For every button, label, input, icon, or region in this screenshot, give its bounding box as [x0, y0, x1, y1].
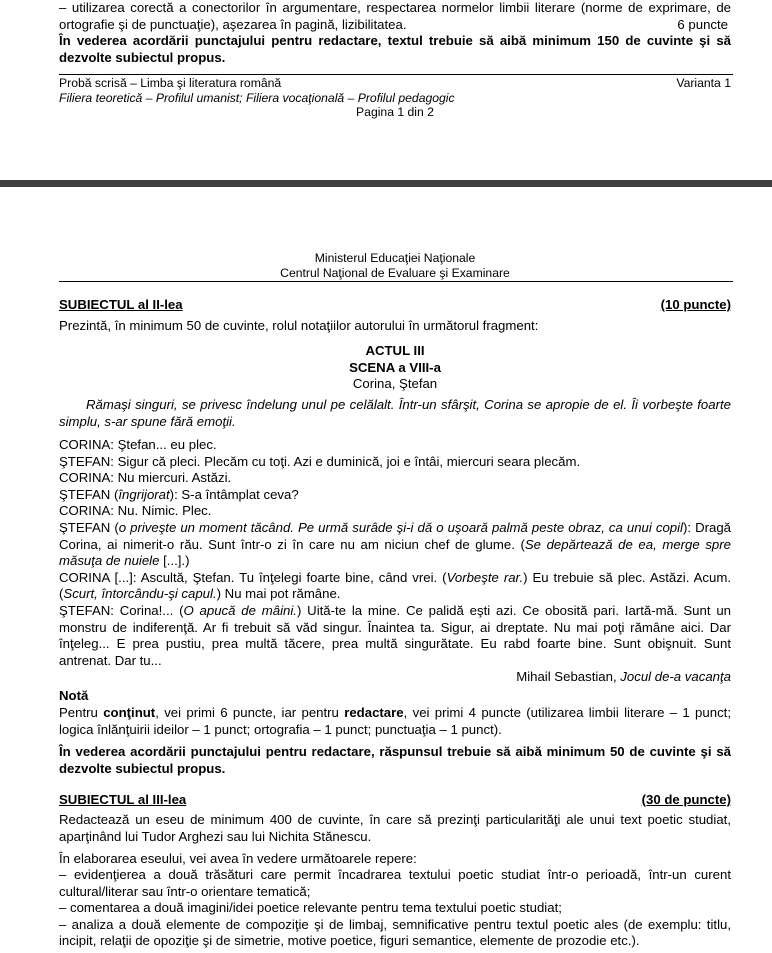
scene-header [59, 343, 731, 393]
footer-exam: Probă scrisă – Limba şi literatura română [59, 76, 282, 90]
list-item: – evidenţierea a două trăsături care permit încadrarea textului poetic studiat într-o perioadă, într-un curent cultural/literar sau într-o orientare tematică; [59, 867, 731, 899]
footer-divider [59, 74, 733, 75]
subject-3-intro: În elaborarea eseului, vei avea în vedere următoarele repere: [59, 851, 417, 866]
subject-2-heading [59, 297, 731, 314]
criteria-text: – utilizarea corectă a conectorilor în argumentare, respectarea normelor limbii literare (norme de exprimare, de ortografie şi de punctuaţie), aşezarea în pagină, lizibilitatea. 6 puncte [59, 0, 731, 32]
subject-3-points: (30 de puncte) [641, 792, 731, 807]
subject-2-task: Prezintă, în minimum 50 de cuvinte, rolul notaţiilor autorului în următorul fragment: [59, 318, 539, 333]
page-separator [0, 180, 772, 187]
subject-2-points: (10 puncte) [660, 297, 731, 312]
subject-3-heading [59, 792, 731, 809]
dialogue-line: ŞTEFAN (îngrijorat): S-a întâmplat ceva? [59, 486, 299, 502]
subject-3-task: Redactează un eseu de minimum 400 de cuvinte, în care să prezinţi particularităţi ale unui text poetic studiat, aparţinând lui Tudor Arghezi sau lui Nichita Stănescu. [59, 812, 731, 844]
length-requirement: În vederea acordării punctajului pentru redactare, textul trebuie să aibă minimum 150 de cuvinte şi să dezvolte subiectul propus. [59, 33, 731, 65]
dialogue-line: CORINA: Nu. Nimic. Plec. [59, 503, 212, 519]
subject-3-bullets [59, 867, 731, 950]
dialogue [59, 437, 731, 686]
list-item: – comentarea a două imagini/idei poetice relevante pentru tema textului poetic studiat; [59, 900, 562, 916]
list-item: – analiza a două elemente de compoziţie şi de limbaj, semnificative pentru textul poetic ales (de exemplu: titlu, incipit, relaţii de opoziţie şi de simetrie, motive poetice, figuri semantice, elemente de prozodie etc.). [59, 916, 731, 949]
page-footer [59, 76, 731, 120]
note-text: Pentru conţinut, vei primi 6 puncte, iar pentru redactare, vei primi 4 puncte (utilizarea limbii literare – 1 punct; logica înlănţuirii ideilor – 1 punct; ortografia – 1 punct; punctuaţia – 1 punct). [59, 705, 731, 737]
dialogue-line: CORINA [...]: Ascultă, Ştefan. Tu înţelegi foarte bine, când vrei. (Vorbeşte rar.) Eu trebuie să plec. Astăzi. Acum. (Scurt, întorcându-şi capul.) Nu mai pot rămâne. [59, 569, 732, 602]
criteria-block [59, 0, 731, 33]
ministry-name: Ministerul Educaţiei Naţionale [314, 251, 476, 265]
subject-2-requirement: În vederea acordării punctajului pentru redactare, răspunsul trebuie să aibă minimum 50 de cuvinte şi să dezvolte subiectul propus. [59, 744, 731, 776]
scene-title: SCENA a VIII-a [349, 359, 441, 375]
footer-page-number: Pagina 1 din 2 [356, 105, 434, 120]
source-citation: Mihail Sebastian, Jocul de-a vacanţa [516, 669, 731, 685]
subject-2-title: SUBIECTUL al II-lea [59, 297, 183, 312]
act-title: ACTUL III [365, 343, 425, 358]
subject-3-title: SUBIECTUL al III-lea [59, 792, 187, 807]
characters: Corina, Ştefan [352, 376, 438, 392]
dialogue-line: ŞTEFAN (o priveşte un moment tăcând. Pe urmă surâde şi-i dă o uşoară palmă peste obraz, ca unui copil): Dragă Corina, ai nimerit-o rău. Sunt într-o zi în care nu am niciun chef de glume. (Se depărtează de ea, merge spre măsuţa de nuiele [...].) [59, 519, 731, 569]
dialogue-line: ŞTEFAN: Sigur că pleci. Plecăm cu toţi. Azi e duminică, joi e întâi, miercuri seara plecăm. [59, 453, 581, 469]
center-name: Centrul Naţional de Evaluare şi Examinare [280, 265, 510, 280]
footer-track: Filiera teoretică – Profilul umanist; Filiera vocaţională – Profilul pedagogic [59, 90, 455, 105]
page-header [59, 251, 731, 280]
criteria-points: 6 puncte [677, 16, 728, 32]
stage-direction: Rămaşi singuri, se privesc îndelung unul pe celălalt. Într-un sfârşit, Corina se apropie de el. Îi vorbeşte foarte simplu, s-ar spune fără emoţii. [59, 397, 731, 429]
dialogue-line: CORINA: Ştefan... eu plec. [59, 437, 217, 452]
note-title: Notă [59, 688, 89, 703]
footer-variant: Varianta 1 [676, 76, 731, 90]
header-divider [59, 281, 733, 282]
dialogue-line: CORINA: Nu miercuri. Astăzi. [59, 470, 232, 486]
dialogue-line: ŞTEFAN: Corina!... (O apucă de mâini.) Uită-te la mine. Ce palidă eşti azi. Ce obosită pari. Iartă-mă. Sunt un monstru de indiferenţă. Ar fi trebuit să văd singur. Înaintea ta. Sigur, ai dreptate. Nu mai poţi rămâne aici. Dar înţeleg... E prea pustiu, prea multă tăcere, prea multă singurătate. Eu rabd foarte bine. Sunt obişnuit. Sunt antrenat. Dar tu... [59, 602, 731, 668]
